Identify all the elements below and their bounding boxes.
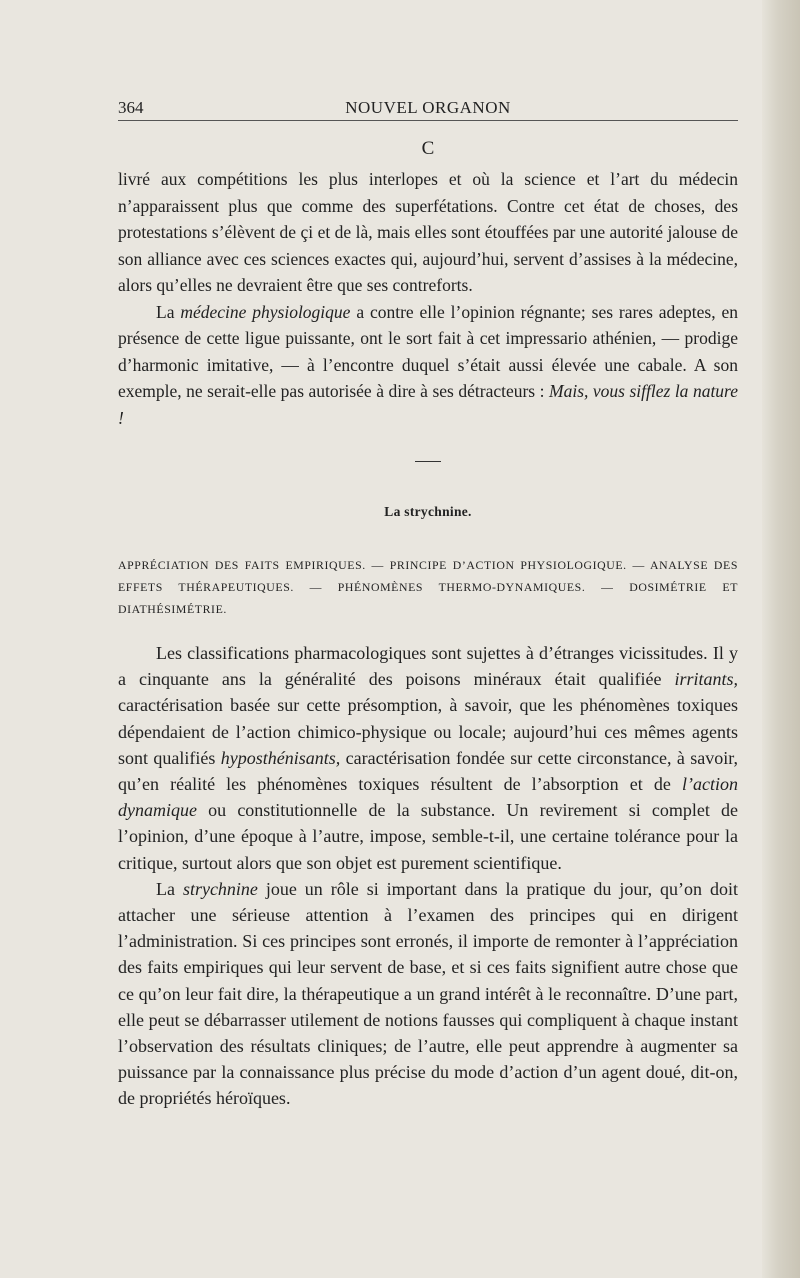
section-summary: APPRÉCIATION DES FAITS EMPIRIQUES. — PRINCIPE D’ACTION PHYSIOLOGIQUE. — ANALYSE DES EFFETS THÉRAPEUTIQUES. — PHÉNOMÈNES THERMO-DYNAMIQUES. — DOSIMÉTRIE ET DIATHÉSIMÉTRIE. [118,558,738,616]
main-text [118,640,738,1112]
running-header [118,96,738,121]
emphasis-irritants: irritants, [674,669,738,690]
emphasis-action-dynamique: l’action dynamique [118,774,738,821]
intro-paragraph-2: La médecine physiologique a contre elle l’opinion régnante; ses rares adeptes, en présence de cette ligue puissante, ont le sort fait à cet impressario athénien, — prodige d’harmonic imitative, — à l’encontre duquel s’était aussi élevée une cabale. A son exemple, ne serait-elle pas autorisée à dire à ses détracteurs : Mais, vous sifflez la nature ! [118,301,738,428]
section-title: La strychnine. [384,504,472,519]
intro-paragraph-1: livré aux compétitions les plus interlopes et où la science et l’art du médecin n’apparaissent plus que comme des superfétations. Contre cet état de choses, des protestations s’élèvent de çi et de là, mais elles sont étouffées par une autorité jalouse de son alliance avec ces sciences exactes qui, aujourd’hui, servent d’assises à la médecine, alors qu’elles ne devraient être que ses contreforts. [118,169,738,295]
quote-nature: Mais, vous sifflez la nature ! [118,381,738,428]
emphasis-medecine: médecine physiologique [180,301,351,322]
body-paragraph-2: La strychnine joue un rôle si important dans la pratique du jour, qu’on doit attacher une sérieuse attention à l’examen des principes qui en dirigent l’administration. Si ces principes sont erronés, il importe de remonter à l’appréciation des faits empiriques qui leur servent de base, et si ces faits signifient autre chose que ce qu’on leur fait dire, la thérapeutique a un grand intérêt à le reconnaître. D’une part, elle peut se débarrasser utilement de notions fausses qui compliquent à chaque instant l’observation des résultats cliniques; de l’autre, elle peut apprendre à augmenter sa puissance par la connaissance plus précise du mode d’action d’un agent doué, dit-on, de propriétés héroïques. [118,878,738,1109]
section-letter: C [421,138,435,159]
emphasis-strychnine: strychnine [182,878,258,899]
book-page [118,96,738,1112]
page-edge [762,0,800,1278]
emphasis-hyposthenisants: hyposthénisants, [220,747,341,768]
separator-rule [415,461,441,462]
page-number: 364 [118,98,144,117]
running-title: NOUVEL ORGANON [345,98,511,117]
body-paragraph-1: Les classifications pharmacologiques sont sujettes à d’étranges vicissitudes. Il y a cinquante ans la généralité des poisons minéraux était qualifiée irritants, caractérisation basée sur cette présomption, à savoir, que les phénomènes toxiques dépendaient de l’action chimico-physique ou locale; aujourd’hui ces mêmes agents sont qualifiés hyposthénisants, caractérisation fondée sur cette circonstance, à savoir, qu’en réalité les phénomènes toxiques résultent de l’absorption et de l’action dynamique ou constitutionnelle de la substance. Un revirement si complet de l’opinion, d’une époque à l’autre, impose, semble-t-il, une certaine tolérance pour la critique, surtout alors que son objet est purement scientifique. [118,643,738,873]
